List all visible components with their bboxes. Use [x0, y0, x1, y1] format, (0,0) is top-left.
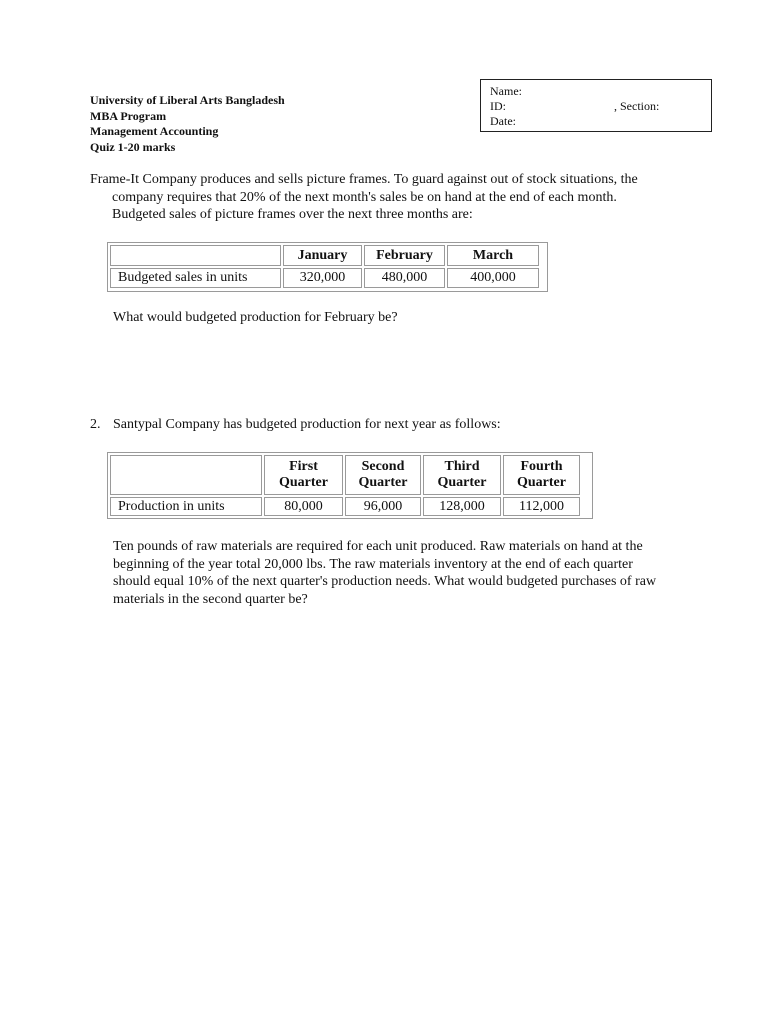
column-header-march: March — [447, 245, 539, 266]
table-corner-cell — [110, 245, 281, 266]
value-third-quarter: 128,000 — [423, 497, 501, 516]
value-march: 400,000 — [447, 268, 539, 288]
row-label-production: Production in units — [110, 497, 262, 516]
date-row — [490, 114, 711, 129]
id-label: ID: — [490, 99, 506, 113]
column-header-third-quarter: Third Quarter — [423, 455, 501, 495]
column-header-february: February — [364, 245, 445, 266]
date-label: Date: — [490, 114, 516, 128]
question-1-intro — [90, 171, 670, 224]
production-table — [108, 453, 582, 518]
name-label: Name: — [490, 84, 522, 98]
table-row — [110, 268, 539, 288]
document-header — [90, 93, 285, 155]
column-header-fourth-quarter: Fourth Quarter — [503, 455, 580, 495]
quiz-title: Quiz 1-20 marks — [90, 139, 176, 154]
student-info-box — [480, 79, 712, 132]
question-2-number: 2. — [90, 417, 101, 432]
course-name: Management Accounting — [90, 124, 219, 138]
column-header-second-quarter: Second Quarter — [345, 455, 421, 495]
university-name: University of Liberal Arts Bangladesh — [90, 93, 285, 107]
id-row — [490, 99, 711, 114]
question-2-body-text: Ten pounds of raw materials are required for each unit produced. Raw materials on hand at the beginning of the year total 20,000 lbs. The raw materials inventory at the end of each quarter should equal 10% of the next quarter's production needs. What would budgeted purchases of raw materials in the second quarter be? — [113, 539, 657, 607]
table-row — [110, 497, 580, 516]
question-1-prompt: What would budgeted production for February be? — [113, 310, 398, 325]
value-first-quarter: 80,000 — [264, 497, 343, 516]
table-corner-cell — [110, 455, 262, 495]
row-label-budgeted-sales: Budgeted sales in units — [110, 268, 281, 288]
question-2-intro-text: Santypal Company has budgeted production for next year as follows: — [113, 417, 501, 432]
budgeted-sales-table — [108, 243, 541, 290]
column-header-january: January — [283, 245, 362, 266]
section-label: , Section: — [614, 99, 660, 113]
name-row — [490, 84, 711, 99]
value-february: 480,000 — [364, 268, 445, 288]
question-2-intro — [90, 416, 501, 434]
value-second-quarter: 96,000 — [345, 497, 421, 516]
value-fourth-quarter: 112,000 — [503, 497, 580, 516]
question-1-intro-text: Frame-It Company produces and sells picture frames. To guard against out of stock situations, the company requires that 20% of the next month's sales be on hand at the end of each month. Budgeted sales of picture frames over the next three months are: — [90, 172, 638, 222]
value-january: 320,000 — [283, 268, 362, 288]
question-2-body — [113, 538, 673, 608]
program-name: MBA Program — [90, 108, 167, 123]
column-header-first-quarter: First Quarter — [264, 455, 343, 495]
